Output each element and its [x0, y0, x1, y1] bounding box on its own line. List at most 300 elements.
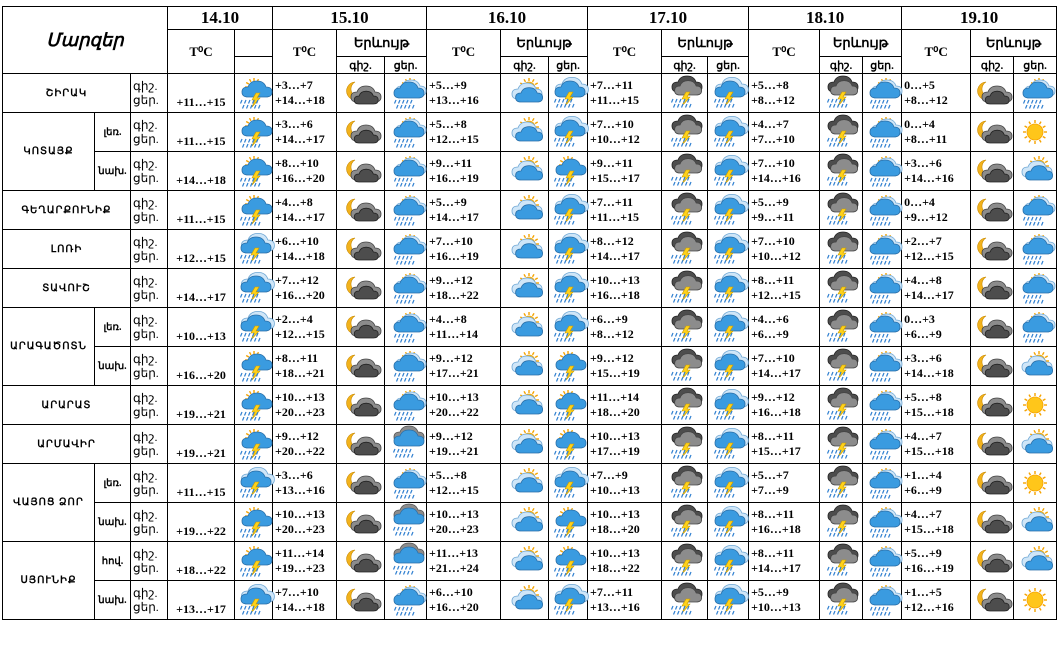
- day-temp: +15…+17: [751, 444, 801, 458]
- night-temp: +2…+7: [904, 234, 942, 248]
- day-temp: +14…+17: [590, 249, 640, 263]
- day-label: ցեր.: [133, 327, 159, 341]
- night-label: գիշ.: [133, 430, 158, 444]
- day-label: ցեր.: [133, 600, 159, 614]
- sun-storm-icon: [235, 347, 273, 386]
- sun-rain-icon: [863, 74, 902, 113]
- night-temp: +7…+11: [590, 78, 634, 92]
- night-temp: +8…+11: [751, 507, 795, 521]
- day-temp: +8…+12: [751, 93, 795, 107]
- night-temp: +3…+7: [275, 78, 313, 92]
- dark-storm-icon: [662, 581, 708, 620]
- temp-range: [427, 503, 501, 542]
- night-temp: 0…+4: [904, 117, 935, 131]
- temp-header: T⁰C: [427, 30, 501, 74]
- period-labels: [131, 152, 168, 191]
- night-temp: +1…+5: [904, 585, 942, 599]
- night-label: գիշ.: [133, 157, 158, 171]
- day-temp: +6…+9: [751, 327, 789, 341]
- day-label: ցեր.: [133, 405, 159, 419]
- dark-storm-icon: [820, 74, 863, 113]
- day-temp: +13…+16: [275, 483, 325, 497]
- temp-range: [588, 152, 662, 191]
- cloud-storm-icon: [708, 191, 749, 230]
- region-row: [3, 74, 1057, 113]
- day-temp: +6…+9: [904, 327, 942, 341]
- region-name: ՇԻՐԱԿ: [3, 74, 131, 113]
- temp-range: [427, 230, 501, 269]
- cloud-storm-icon: [708, 542, 749, 581]
- cloud-storm-icon: [708, 230, 749, 269]
- cloud-storm-icon: [708, 152, 749, 191]
- night-temp: +2…+4: [275, 312, 313, 326]
- sun-storm-icon: [235, 191, 273, 230]
- dark-storm-icon: [662, 503, 708, 542]
- region-name: ՍՅՈՒՆԻՔ: [3, 542, 95, 620]
- sun-storm-icon: [235, 542, 273, 581]
- temp-range: [902, 74, 971, 113]
- temp-range: [427, 74, 501, 113]
- moon-cloud-icon: [971, 464, 1014, 503]
- temp-range: [588, 425, 662, 464]
- temp-range: [749, 152, 820, 191]
- region-row: [3, 347, 1057, 386]
- day-temp: +14…+17: [904, 288, 954, 302]
- night-subheader: գիշ.: [501, 57, 549, 74]
- subregion-label: լեռ.: [95, 464, 131, 503]
- day-temp: +18…+20: [590, 405, 640, 419]
- temp-range: [749, 503, 820, 542]
- temp-range: [427, 308, 501, 347]
- cloud-storm-icon: [708, 581, 749, 620]
- temp-range: [273, 425, 337, 464]
- sun-cloud-icon: [501, 464, 549, 503]
- sun-storm-icon: [235, 386, 273, 425]
- sun-rain-icon: [385, 191, 427, 230]
- temp-range: [902, 347, 971, 386]
- cloud-storm-icon: [235, 269, 273, 308]
- sun-storm-icon: [549, 386, 588, 425]
- night-temp: 0…+4: [904, 195, 935, 209]
- day-subheader: ցեր.: [1014, 57, 1057, 74]
- cloud-storm-icon: [708, 74, 749, 113]
- day-label: ցեր.: [133, 249, 159, 263]
- temp-range: [588, 503, 662, 542]
- dark-storm-icon: [662, 347, 708, 386]
- day-temp: +16…+18: [590, 288, 640, 302]
- night-label: գիշ.: [133, 469, 158, 483]
- moon-cloud-icon: [337, 191, 385, 230]
- temp-range-14: +19…+21: [168, 425, 235, 464]
- sun-cloud-icon: [501, 152, 549, 191]
- temp-range: [902, 503, 971, 542]
- temp-range: [427, 113, 501, 152]
- region-row: [3, 191, 1057, 230]
- night-temp: +7…+10: [590, 117, 634, 131]
- day-temp: +20…+23: [429, 522, 479, 536]
- temp-range: [902, 464, 971, 503]
- moon-cloud-icon: [337, 74, 385, 113]
- sun-rain-icon: [385, 386, 427, 425]
- sun-cloud-icon: [501, 191, 549, 230]
- region-name: ԳԵՂԱՐՔՈՒՆԻՔ: [3, 191, 131, 230]
- temp-range-14: +11…+15: [168, 113, 235, 152]
- night-temp: +10…+13: [590, 507, 640, 521]
- sun-cloud-icon: [1014, 152, 1057, 191]
- phenomenon-header: Երևույթ: [662, 30, 749, 57]
- cloud-storm-icon: [549, 74, 588, 113]
- day-temp: +16…+20: [275, 288, 325, 302]
- temp-range: [902, 425, 971, 464]
- temp-range-14: +11…+15: [168, 74, 235, 113]
- temp-range: [427, 269, 501, 308]
- cloud-rain-icon: [385, 425, 427, 464]
- day-temp: +15…+17: [590, 171, 640, 185]
- cloud-storm-icon: [549, 113, 588, 152]
- moon-cloud-icon: [971, 113, 1014, 152]
- phenomenon-header: Երևույթ: [337, 30, 427, 57]
- day-temp: +11…+15: [590, 210, 640, 224]
- temp-range: [902, 113, 971, 152]
- night-temp: +3…+6: [904, 156, 942, 170]
- temp-range: [427, 464, 501, 503]
- day-temp: +16…+20: [275, 171, 325, 185]
- dark-storm-icon: [820, 425, 863, 464]
- sun-storm-icon: [235, 152, 273, 191]
- region-row: [3, 152, 1057, 191]
- day-temp: +14…+18: [275, 249, 325, 263]
- day-subheader: ցեր.: [708, 57, 749, 74]
- day-temp: +14…+18: [275, 600, 325, 614]
- night-temp: +10…+13: [275, 507, 325, 521]
- night-temp: +5…+9: [904, 546, 942, 560]
- period-labels: [131, 581, 168, 620]
- temp-range: [588, 230, 662, 269]
- sun-storm-icon: [235, 113, 273, 152]
- day-temp: +14…+16: [751, 171, 801, 185]
- day-temp: +7…+9: [751, 483, 789, 497]
- region-row: [3, 464, 1057, 503]
- day-subheader: ցեր.: [863, 57, 902, 74]
- day-temp: +12…+16: [904, 600, 954, 614]
- temp-range: [273, 386, 337, 425]
- dark-storm-icon: [662, 74, 708, 113]
- sun-cloud-icon: [1014, 503, 1057, 542]
- cloud-storm-icon: [549, 191, 588, 230]
- night-temp: 0…+3: [904, 312, 935, 326]
- temp-range: [749, 386, 820, 425]
- temp-range-14: +14…+17: [168, 269, 235, 308]
- temp-range: [902, 308, 971, 347]
- date-header: 15.10: [273, 7, 427, 30]
- sun-storm-icon: [235, 74, 273, 113]
- day-temp: +12…+15: [904, 249, 954, 263]
- night-temp: +3…+6: [275, 468, 313, 482]
- day-temp: +15…+19: [590, 366, 640, 380]
- region-name: ԱՐՄԱՎԻՐ: [3, 425, 131, 464]
- day-label: ցեր.: [133, 132, 159, 146]
- night-temp: +10…+13: [590, 273, 640, 287]
- dark-storm-icon: [820, 308, 863, 347]
- temp-range: [749, 464, 820, 503]
- moon-cloud-icon: [971, 308, 1014, 347]
- night-temp: +5…+8: [429, 117, 467, 131]
- night-temp: +5…+9: [751, 585, 789, 599]
- night-label: գիշ.: [133, 313, 158, 327]
- night-temp: +9…+12: [429, 351, 473, 365]
- dark-storm-icon: [820, 347, 863, 386]
- day-label: ցեր.: [133, 522, 159, 536]
- dark-storm-icon: [820, 386, 863, 425]
- temp-range: [273, 191, 337, 230]
- sun-rain-icon: [1014, 191, 1057, 230]
- dark-storm-icon: [662, 152, 708, 191]
- sun-rain-icon: [863, 230, 902, 269]
- region-name: ԱՐԱԳԱԾՈՏՆ: [3, 308, 95, 386]
- subregion-label: հով.: [95, 542, 131, 581]
- temp-range: [273, 152, 337, 191]
- sun-rain-icon: [1014, 308, 1057, 347]
- night-temp: +7…+10: [751, 234, 795, 248]
- dark-storm-icon: [820, 269, 863, 308]
- night-temp: +11…+14: [275, 546, 325, 560]
- temp-range: [273, 308, 337, 347]
- temp-range: [273, 464, 337, 503]
- temp-range-14: +14…+18: [168, 152, 235, 191]
- temp-range: [749, 230, 820, 269]
- region-row: [3, 230, 1057, 269]
- temp-range: [588, 308, 662, 347]
- day-temp: +20…+22: [275, 444, 325, 458]
- night-temp: +5…+8: [751, 78, 789, 92]
- temp-range: [902, 269, 971, 308]
- night-label: գիշ.: [133, 196, 158, 210]
- period-labels: [131, 386, 168, 425]
- day-temp: +14…+17: [275, 132, 325, 146]
- night-temp: +8…+11: [751, 273, 795, 287]
- day-temp: +16…+19: [904, 561, 954, 575]
- day-temp: +14…+16: [904, 171, 954, 185]
- temp-range: [427, 347, 501, 386]
- subregion-label: լեռ.: [95, 113, 131, 152]
- region-row: [3, 113, 1057, 152]
- cloud-storm-icon: [708, 347, 749, 386]
- night-label: գիշ.: [133, 391, 158, 405]
- night-temp: +8…+11: [751, 429, 795, 443]
- day-temp: +12…+15: [275, 327, 325, 341]
- dark-storm-icon: [820, 230, 863, 269]
- dark-storm-icon: [662, 425, 708, 464]
- night-temp: +5…+9: [429, 78, 467, 92]
- night-label: գիշ.: [133, 235, 158, 249]
- night-temp: +3…+6: [275, 117, 313, 131]
- moon-cloud-icon: [337, 152, 385, 191]
- temp-range-14: +19…+21: [168, 386, 235, 425]
- day-temp: +13…+16: [590, 600, 640, 614]
- day-temp: +16…+19: [429, 171, 479, 185]
- region-row: [3, 308, 1057, 347]
- night-subheader: գիշ.: [971, 57, 1014, 74]
- cloud-storm-icon: [708, 425, 749, 464]
- region-name: ՎԱՅՈՑ ՁՈՐ: [3, 464, 95, 542]
- temp-range: [749, 308, 820, 347]
- night-temp: +4…+8: [429, 312, 467, 326]
- temp-range: [588, 542, 662, 581]
- period-header-empty: [235, 57, 273, 74]
- dark-storm-icon: [662, 464, 708, 503]
- night-label: գիշ.: [133, 508, 158, 522]
- temp-range: [427, 386, 501, 425]
- cloud-storm-icon: [549, 230, 588, 269]
- sun-cloud-icon: [501, 230, 549, 269]
- day-label: ցեր.: [133, 483, 159, 497]
- day-temp: +19…+23: [275, 561, 325, 575]
- sun-icon: [1014, 464, 1057, 503]
- sun-cloud-icon: [501, 503, 549, 542]
- temp-range: [749, 542, 820, 581]
- subregion-label: նախ.: [95, 503, 131, 542]
- moon-cloud-icon: [337, 425, 385, 464]
- temp-range: [273, 542, 337, 581]
- night-temp: +4…+7: [904, 507, 942, 521]
- temp-range-14: +10…+13: [168, 308, 235, 347]
- moon-cloud-icon: [971, 191, 1014, 230]
- cloud-storm-icon: [708, 113, 749, 152]
- temp-range-14: +13…+17: [168, 581, 235, 620]
- night-label: գիշ.: [133, 352, 158, 366]
- day-temp: +18…+22: [590, 561, 640, 575]
- phenomenon-header: Երևույթ: [971, 30, 1057, 57]
- temp-range: [427, 152, 501, 191]
- temp-range-14: +11…+15: [168, 191, 235, 230]
- day-temp: +12…+15: [429, 483, 479, 497]
- sun-cloud-icon: [501, 386, 549, 425]
- moon-cloud-icon: [971, 269, 1014, 308]
- night-temp: +9…+12: [429, 273, 473, 287]
- night-temp: +5…+8: [429, 468, 467, 482]
- sun-cloud-icon: [501, 542, 549, 581]
- day-temp: +14…+18: [904, 366, 954, 380]
- period-labels: [131, 347, 168, 386]
- phenomenon-header-empty: [235, 30, 273, 57]
- sun-cloud-icon: [501, 347, 549, 386]
- period-labels: [131, 230, 168, 269]
- temp-range: [588, 113, 662, 152]
- cloud-storm-icon: [235, 230, 273, 269]
- temp-range: [902, 581, 971, 620]
- night-temp: +5…+7: [751, 468, 789, 482]
- night-temp: +4…+8: [904, 273, 942, 287]
- day-temp: +17…+19: [590, 444, 640, 458]
- day-temp: +10…+12: [590, 132, 640, 146]
- night-temp: +9…+12: [590, 351, 634, 365]
- cloud-storm-icon: [549, 308, 588, 347]
- sun-rain-icon: [385, 464, 427, 503]
- region-name: ՏԱՎՈՒՇ: [3, 269, 131, 308]
- temp-range: [273, 347, 337, 386]
- temp-range: [749, 581, 820, 620]
- moon-cloud-icon: [337, 464, 385, 503]
- night-temp: +1…+4: [904, 468, 942, 482]
- day-temp: +18…+20: [590, 522, 640, 536]
- region-row: [3, 542, 1057, 581]
- sun-rain-icon: [385, 152, 427, 191]
- day-temp: +16…+20: [429, 600, 479, 614]
- night-temp: +10…+13: [590, 546, 640, 560]
- region-row: [3, 581, 1057, 620]
- sun-rain-icon: [1014, 74, 1057, 113]
- temp-range: [273, 503, 337, 542]
- temp-range: [427, 542, 501, 581]
- night-temp: +10…+13: [590, 429, 640, 443]
- period-labels: [131, 269, 168, 308]
- night-temp: +11…+13: [429, 546, 479, 560]
- sun-rain-icon: [385, 347, 427, 386]
- temp-range: [427, 581, 501, 620]
- region-row: [3, 269, 1057, 308]
- period-labels: [131, 425, 168, 464]
- sun-rain-icon: [863, 542, 902, 581]
- moon-cloud-icon: [337, 386, 385, 425]
- temp-range: [588, 347, 662, 386]
- cloud-rain-icon: [385, 542, 427, 581]
- sun-cloud-icon: [501, 113, 549, 152]
- sun-storm-icon: [549, 542, 588, 581]
- night-label: գիշ.: [133, 118, 158, 132]
- moon-cloud-icon: [337, 113, 385, 152]
- period-labels: [131, 503, 168, 542]
- day-temp: +10…+13: [751, 600, 801, 614]
- day-temp: +15…+18: [904, 522, 954, 536]
- dark-storm-icon: [662, 113, 708, 152]
- temp-range: [588, 464, 662, 503]
- sun-storm-icon: [549, 347, 588, 386]
- moon-cloud-icon: [337, 269, 385, 308]
- night-subheader: գիշ.: [662, 57, 708, 74]
- day-temp: +11…+15: [590, 93, 640, 107]
- dark-storm-icon: [662, 308, 708, 347]
- date-header: 19.10: [902, 7, 1057, 30]
- sun-cloud-icon: [1014, 347, 1057, 386]
- day-temp: +15…+18: [904, 444, 954, 458]
- moon-cloud-icon: [337, 230, 385, 269]
- day-temp: +8…+12: [590, 327, 634, 341]
- dark-storm-icon: [820, 581, 863, 620]
- night-temp: +10…+13: [429, 390, 479, 404]
- sun-rain-icon: [863, 191, 902, 230]
- sun-cloud-icon: [1014, 425, 1057, 464]
- night-temp: +6…+9: [590, 312, 628, 326]
- day-temp: +7…+10: [751, 132, 795, 146]
- date-header: 17.10: [588, 7, 749, 30]
- dark-storm-icon: [662, 386, 708, 425]
- moon-cloud-icon: [337, 347, 385, 386]
- sun-rain-icon: [385, 269, 427, 308]
- night-temp: +7…+11: [590, 585, 634, 599]
- sun-rain-icon: [385, 230, 427, 269]
- night-temp: +8…+12: [590, 234, 634, 248]
- dark-storm-icon: [820, 191, 863, 230]
- temp-header: T⁰C: [168, 30, 235, 74]
- temp-range: [588, 74, 662, 113]
- sun-storm-icon: [549, 152, 588, 191]
- temp-range: [273, 113, 337, 152]
- day-temp: +20…+23: [275, 405, 325, 419]
- day-label: ցեր.: [133, 288, 159, 302]
- dark-storm-icon: [662, 542, 708, 581]
- day-temp: +16…+19: [429, 249, 479, 263]
- day-temp: +14…+17: [275, 210, 325, 224]
